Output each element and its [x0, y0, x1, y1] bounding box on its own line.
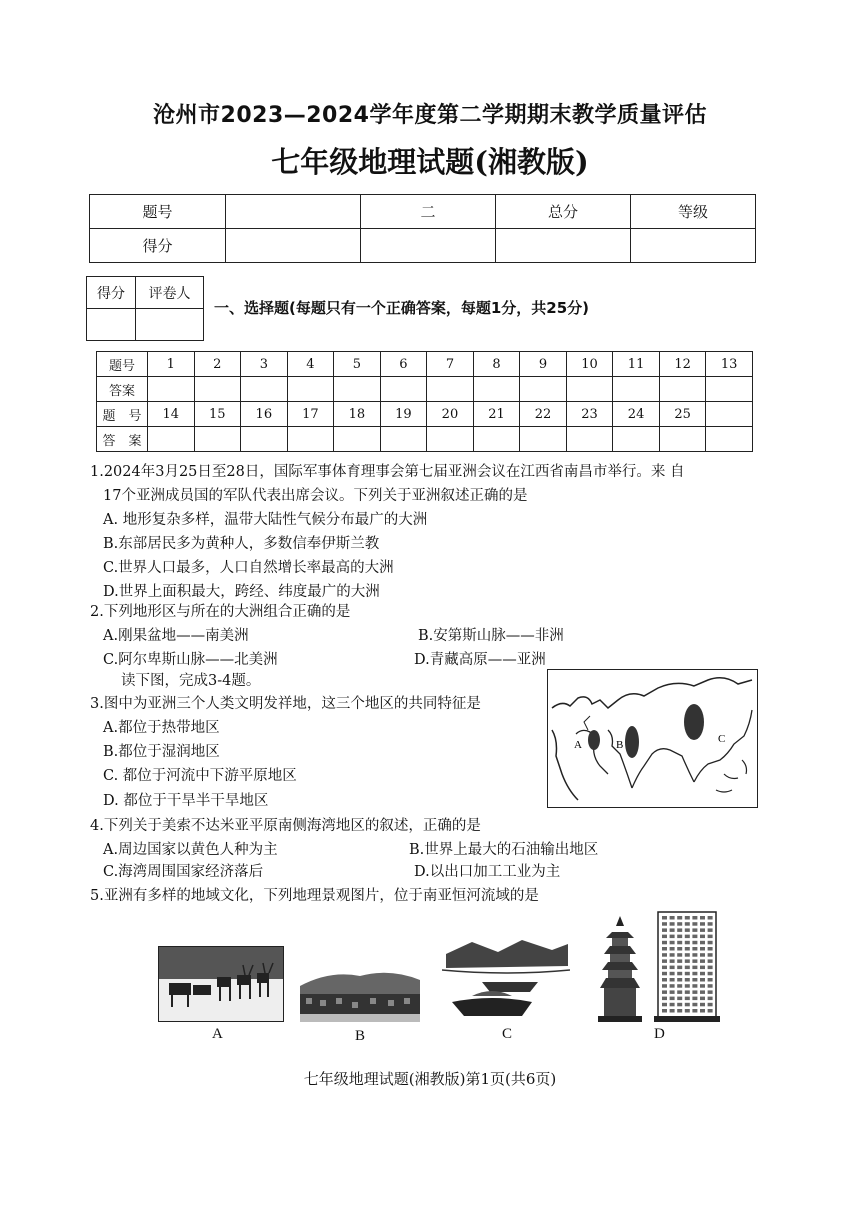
question-number-cell: 7 — [427, 352, 474, 377]
question-number-cell: 5 — [334, 352, 381, 377]
question-number-cell: 23 — [566, 402, 613, 427]
answer-cell[interactable] — [427, 377, 474, 402]
score-cell: 总分 — [496, 195, 631, 229]
score-cell: 题号 — [90, 195, 226, 229]
region-a-shape — [588, 730, 600, 750]
score-cell — [226, 195, 361, 229]
map-label-c: C — [718, 733, 726, 745]
question-number-cell: 22 — [520, 402, 567, 427]
answer-cell[interactable] — [287, 427, 334, 452]
question-number-cell: 19 — [380, 402, 427, 427]
question-2-option-c[interactable]: C.阿尔卑斯山脉——北美洲 — [103, 652, 278, 668]
score-table — [89, 194, 756, 263]
question-number-cell — [706, 402, 753, 427]
answer-cell[interactable] — [706, 377, 753, 402]
table-row — [97, 352, 753, 377]
page-footer: 七年级地理试题(湘教版)第1页(共6页) — [303, 1070, 557, 1088]
section1-title: 一、选择题(每题只有一个正确答案，每题1分，共25分) — [214, 299, 590, 317]
question-number-cell: 6 — [380, 352, 427, 377]
question-1-option-b[interactable]: B.东部居民多为黄种人，多数信奉伊斯兰教 — [103, 536, 380, 552]
picture-c-label: C — [502, 1026, 513, 1042]
question-number-cell: 10 — [566, 352, 613, 377]
picture-d-pagoda-tower[interactable] — [592, 908, 722, 1024]
answer-cell[interactable] — [659, 427, 706, 452]
grader-score-cell[interactable] — [87, 309, 136, 341]
answer-cell[interactable] — [566, 377, 613, 402]
question-3-option-b[interactable]: B.都位于湿润地区 — [103, 744, 220, 760]
region-b-shape — [625, 726, 639, 758]
answer-cell[interactable] — [194, 377, 241, 402]
answer-cell[interactable] — [520, 377, 567, 402]
question-4-option-d[interactable]: D.以出口加工工业为主 — [414, 864, 561, 880]
map-label-b: B — [616, 739, 624, 751]
question-3: 3.图中为亚洲三个人类文明发祥地，这三个地区的共同特征是 — [90, 696, 481, 712]
question-number-cell: 12 — [659, 352, 706, 377]
region-c-shape — [684, 704, 704, 740]
question-number-cell: 17 — [287, 402, 334, 427]
answer-cell[interactable] — [473, 377, 520, 402]
question-number-cell: 20 — [427, 402, 474, 427]
score-cell: 得分 — [90, 229, 226, 263]
question-number-cell: 11 — [613, 352, 660, 377]
picture-a-reindeer-sled[interactable] — [158, 946, 284, 1022]
question-4: 4.下列关于美索不达米亚平原南侧海湾地区的叙述，正确的是 — [90, 818, 481, 834]
grader-box — [86, 276, 204, 341]
exam-subtitle: 七年级地理试题(湘教版) — [271, 145, 589, 179]
answer-cell[interactable] — [334, 427, 381, 452]
picture-a-label: A — [212, 1026, 223, 1042]
grader-name-label: 评卷人 — [136, 277, 204, 309]
answer-cell[interactable] — [287, 377, 334, 402]
pagoda-icon — [592, 908, 722, 1024]
answer-cell[interactable] — [427, 427, 474, 452]
question-1-option-c[interactable]: C.世界人口最多，人口自然增长率最高的大洲 — [103, 560, 394, 576]
answer-grid-header-label: 题号 — [97, 352, 148, 377]
score-cell[interactable] — [496, 229, 631, 263]
answer-grid-header-label: 题 号 — [97, 402, 148, 427]
table-row — [90, 229, 756, 263]
question-number-cell: 24 — [613, 402, 660, 427]
answer-grid-answer-label: 答 案 — [97, 427, 148, 452]
question-number-cell: 8 — [473, 352, 520, 377]
question-number-cell: 4 — [287, 352, 334, 377]
answer-cell[interactable] — [380, 427, 427, 452]
boat-icon — [442, 936, 570, 1022]
table-row — [97, 377, 753, 402]
exam-title: 沧州市2023—2024学年度第二学期期末教学质量评估 — [153, 103, 707, 128]
score-cell[interactable] — [226, 229, 361, 263]
question-2-option-d[interactable]: D.青藏高原——亚洲 — [414, 652, 546, 668]
question-number-cell: 2 — [194, 352, 241, 377]
question-number-cell: 15 — [194, 402, 241, 427]
answer-cell[interactable] — [613, 377, 660, 402]
question-number-cell: 21 — [473, 402, 520, 427]
answer-cell[interactable] — [334, 377, 381, 402]
answer-cell[interactable] — [148, 377, 195, 402]
score-cell: 二 — [361, 195, 496, 229]
table-row — [97, 402, 753, 427]
grader-score-label: 得分 — [87, 277, 136, 309]
picture-d-label: D — [654, 1026, 665, 1042]
map-label-a: A — [574, 739, 582, 751]
question-3-option-d[interactable]: D. 都位于干旱半干旱地区 — [103, 793, 269, 809]
score-cell[interactable] — [361, 229, 496, 263]
question-3-option-c[interactable]: C. 都位于河流中下游平原地区 — [103, 768, 297, 784]
asia-outline-map — [548, 670, 757, 807]
answer-cell[interactable] — [241, 427, 288, 452]
question-number-cell: 9 — [520, 352, 567, 377]
question-2-option-a[interactable]: A.刚果盆地——南美洲 — [103, 628, 249, 644]
question-2-option-b[interactable]: B.安第斯山脉——非洲 — [418, 628, 564, 644]
answer-cell[interactable] — [566, 427, 613, 452]
answer-cell[interactable] — [241, 377, 288, 402]
table-row — [97, 427, 753, 452]
question-3-option-a[interactable]: A.都位于热带地区 — [103, 720, 220, 736]
answer-cell[interactable] — [380, 377, 427, 402]
question-2: 2.下列地形区与所在的大洲组合正确的是 — [90, 604, 351, 620]
question-number-cell: 18 — [334, 402, 381, 427]
grader-name-cell[interactable] — [136, 309, 204, 341]
question-number-cell: 1 — [148, 352, 195, 377]
answer-cell[interactable] — [659, 377, 706, 402]
reindeer-icon — [159, 947, 283, 1021]
picture-c-river-boats[interactable] — [442, 936, 570, 1022]
question-number-cell: 25 — [659, 402, 706, 427]
question-1-line1: 1.2024年3月25日至28日，国际军事体育理事会第七届亚洲会议在江西省南昌市举行。来 自 — [90, 464, 685, 480]
score-cell: 等级 — [631, 195, 756, 229]
picture-b-label: B — [355, 1028, 366, 1044]
question-4-option-c[interactable]: C.海湾周围国家经济落后 — [103, 864, 264, 880]
asia-civilization-map — [547, 669, 758, 808]
question-number-cell: 3 — [241, 352, 288, 377]
answer-cell[interactable] — [148, 427, 195, 452]
score-cell[interactable] — [631, 229, 756, 263]
table-row — [90, 195, 756, 229]
answer-cell[interactable] — [473, 427, 520, 452]
question-5: 5.亚洲有多样的地域文化，下列地理景观图片，位于南亚恒河流域的是 — [90, 888, 539, 904]
picture-b-walled-city[interactable] — [300, 966, 420, 1022]
city-wall-icon — [300, 966, 420, 1022]
question-1-option-d[interactable]: D.世界上面积最大，跨经、纬度最广的大洲 — [103, 584, 380, 600]
answer-cell[interactable] — [194, 427, 241, 452]
answer-grid-answer-label: 答案 — [97, 377, 148, 402]
answer-cell[interactable] — [706, 427, 753, 452]
question-1-option-a[interactable]: A. 地形复杂多样，温带大陆性气候分布最广的大洲 — [103, 512, 428, 528]
question-4-option-b[interactable]: B.世界上最大的石油输出地区 — [409, 842, 599, 858]
answer-cell[interactable] — [520, 427, 567, 452]
read-map-instruction: 读下图，完成3-4题。 — [121, 673, 261, 689]
answer-grid — [96, 351, 753, 452]
question-number-cell: 13 — [706, 352, 753, 377]
question-4-option-a[interactable]: A.周边国家以黄色人种为主 — [103, 842, 278, 858]
question-number-cell: 16 — [241, 402, 288, 427]
answer-cell[interactable] — [613, 427, 660, 452]
question-number-cell: 14 — [148, 402, 195, 427]
question-1-line2: 17个亚洲成员国的军队代表出席会议。下列关于亚洲叙述正确的是 — [103, 488, 528, 504]
